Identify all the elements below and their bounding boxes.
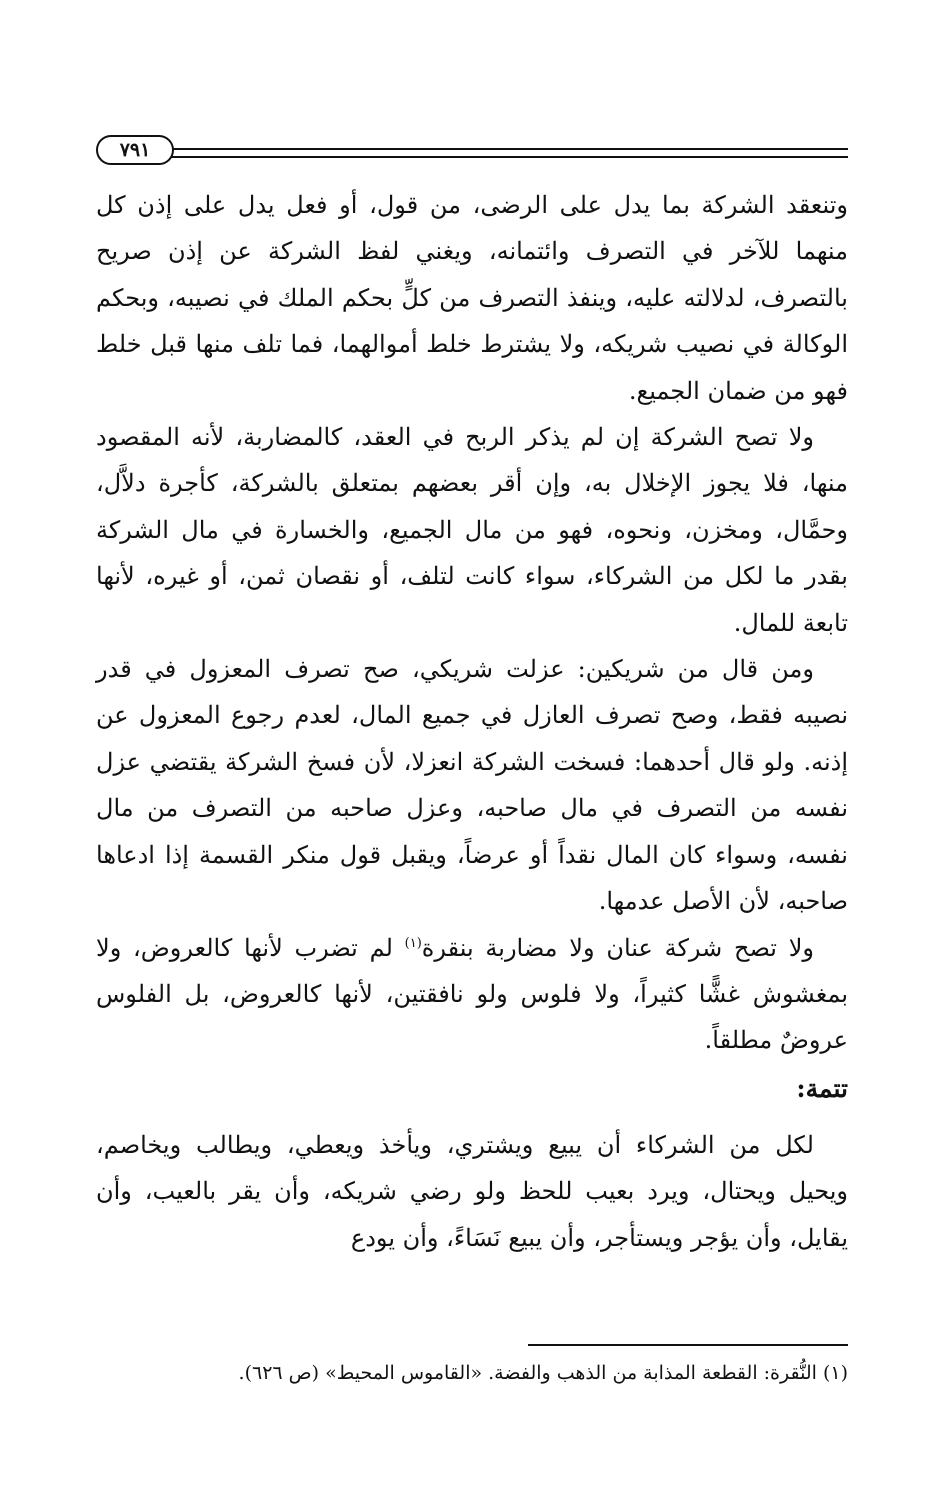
footnote-separator [528,1344,848,1346]
paragraph-4-text-b: لم تضرب لأنها كالعروض، ولا بمغشوش غشًّا كثيراً، ولا فلوس ولو نافقتين، لأنها كالعروض، بل الفلوس عروضٌ مطلقاً. [96,933,848,1055]
paragraph-2: ولا تصح الشركة إن لم يذكر الربح في العقد، كالمضاربة، لأنه المقصود منها، فلا يجوز الإخلال به، وإن أقر بعضهم بمتعلق بالشركة، كأجرة دلاَّل، وحمَّال، ومخزن، ونحوه، فهو من مال الجميع، والخسارة في مال الشركة بقدر ما لكل من الشركاء، سواء كانت لتلف، أو نقصان ثمن، أو غيره، لأنها تابعة للمال. [96,423,849,637]
paragraph-3: ومن قال من شريكين: عزلت شريكي، صح تصرف المعزول في قدر نصيبه فقط، وصح تصرف العازل في جميع المال، لعدم رجوع المعزول عن إذنه. ولو قال أحدهما: فسخت الشركة انعزلا، لأن فسخ الشركة يقتضي عزل نفسه من التصرف في مال صاحبه، وعزل صاحبه من التصرف من مال نفسه، وسواء كان المال نقداً أو عرضاً، ويقبل قول منكر القسمة إذا ادعاها صاحبه، لأن الأصل عدمها. [96,655,848,916]
paragraph-4-text-a: ولا تصح شركة عنان ولا مضاربة بنقرة [421,933,815,962]
paragraph-5: لكل من الشركاء أن يبيع ويشتري، ويأخذ ويعطي، ويطالب ويخاصم، ويحيل ويحتال، ويرد بعيب للحظ ولو رضي شريكه، وأن يقر بالعيب، وأن يقايل، وأن يؤجر ويستأجر، وأن يبيع نَسَاءً، وأن يودع [96,1130,848,1252]
footnote-reference: (١) [404,935,422,951]
paragraph-1: وتنعقد الشركة بما يدل على الرضى، من قول، أو فعل يدل على إذن كل منهما للآخر في التصرف وائتمانه، ويغني لفظ الشركة عن إذن صريح بالتصرف، لدلالته عليه، وينفذ التصرف من كلٍّ بحكم الملك في نصيبه، وبحكم الوكالة في نصيب شريكه، ولا يشترط خلط أموالهما، فما تلف منها قبل خلط فهو من ضمان الجميع. [96,191,848,405]
footnote: (١) النُّقرة: القطعة المذابة من الذهب والفضة. «القاموس المحيط» (ص ٦٢٦). [238,1362,848,1384]
page-header [96,135,848,169]
page-number-badge: ٧٩١ [96,135,174,165]
header-double-rule [156,148,848,158]
section-heading: تتمة: [796,1073,848,1103]
main-text [96,182,848,1261]
paragraph-4 [96,925,848,1064]
